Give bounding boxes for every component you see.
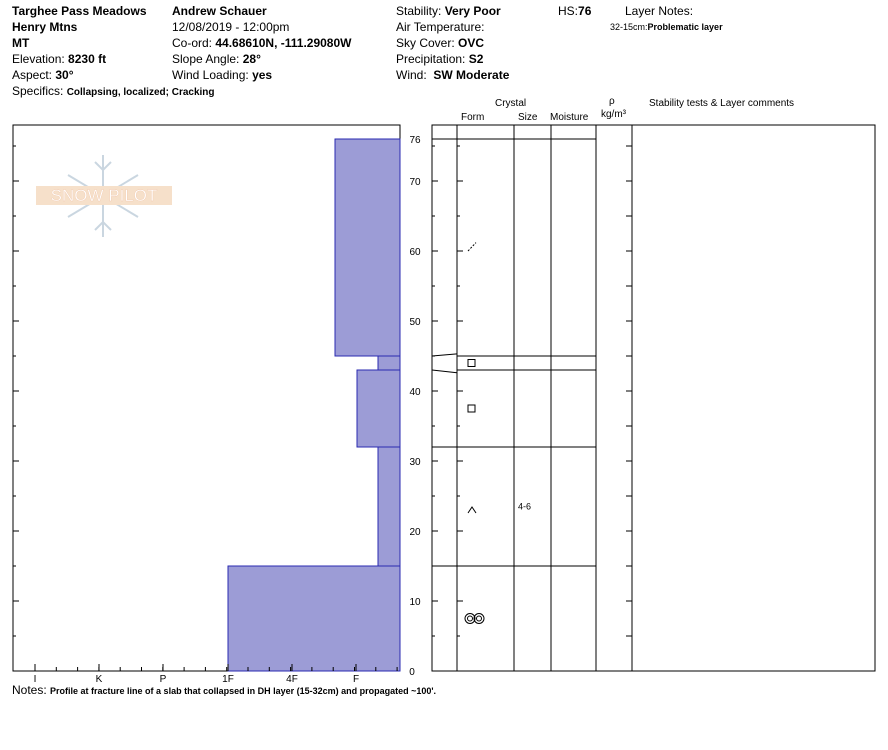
aspect: Aspect: 30°: [12, 68, 74, 82]
height-tick-label: 50: [409, 317, 421, 328]
snowpilot-logo: [36, 155, 172, 237]
hardness-tick-label: F: [352, 674, 360, 685]
height-tick-label: 76: [409, 135, 421, 146]
faceted-icon: [468, 360, 475, 367]
layer-connector: [432, 354, 457, 356]
observer-name: Andrew Schauer: [172, 4, 267, 18]
range-name: Henry Mtns: [12, 20, 78, 34]
density-symbol: ρ: [609, 96, 615, 107]
faceted-icon: [468, 405, 475, 412]
crystal-header: Crystal: [495, 98, 527, 109]
datetime: 12/08/2019 - 12:00pm: [172, 20, 290, 34]
density-unit: kg/m³: [601, 109, 626, 120]
height-tick-label: 0: [409, 667, 415, 678]
height-tick-label: 10: [409, 597, 421, 608]
form-header: Form: [461, 112, 485, 123]
layer-notes-label: Layer Notes:: [625, 4, 694, 18]
notes: Notes: Profile at fracture line of a slab that collapsed in DH layer (15-32cm) and propagated ~100'.: [12, 683, 437, 697]
wind-loading: Wind Loading: yes: [172, 68, 273, 82]
hardness-tick-label: P: [159, 674, 167, 685]
hardness-bar-3: [378, 447, 400, 566]
hardness-bar-1: [378, 356, 400, 370]
coordinates: Co-ord: 44.68610N, -111.29080W: [172, 36, 352, 50]
height-tick-label: 60: [409, 247, 421, 258]
crystal-size-label: 4-6: [518, 501, 532, 512]
hardness-tick-label: 1F: [222, 674, 234, 685]
hardness-bar-0: [335, 139, 400, 356]
location-name: Targhee Pass Meadows: [12, 4, 147, 18]
layer-connector: [432, 370, 457, 373]
comments-header: Stability tests & Layer comments: [649, 98, 795, 109]
specifics: Specifics: Collapsing, localized; Cracking: [12, 84, 215, 98]
stability: Stability: Very Poor: [396, 4, 501, 18]
state: MT: [12, 36, 30, 50]
decomposing-icon: [468, 243, 476, 251]
height-tick-label: 40: [409, 387, 421, 398]
moisture-header: Moisture: [550, 112, 589, 123]
slope-angle: Slope Angle: 28°: [172, 52, 261, 66]
hardness-tick-label: K: [95, 674, 103, 685]
logo-text: SNOW PILOT: [50, 186, 158, 205]
air-temperature: Air Temperature:: [396, 20, 485, 34]
sky-cover: Sky Cover: OVC: [396, 36, 485, 50]
precipitation: Precipitation: S2: [396, 52, 484, 66]
depth-hoar-icon: [468, 507, 476, 513]
wind: Wind: SW Moderate: [396, 68, 510, 82]
elevation: Elevation: 8230 ft: [12, 52, 107, 66]
size-header: Size: [518, 112, 538, 123]
melt-form-icon: [477, 616, 482, 621]
hardness-tick-label: I: [33, 674, 37, 685]
layer-note: 32-15cm:Problematic layer: [610, 22, 723, 32]
snow-height: HS:76: [558, 4, 592, 18]
height-tick-label: 30: [409, 457, 421, 468]
height-tick-label: 70: [409, 177, 421, 188]
crystal-table-frame: [432, 125, 875, 671]
melt-form-icon: [468, 616, 473, 621]
height-tick-label: 20: [409, 527, 421, 538]
hardness-bar-4: [228, 566, 400, 671]
hardness-bar-2: [357, 370, 400, 447]
hardness-tick-label: 4F: [286, 674, 298, 685]
